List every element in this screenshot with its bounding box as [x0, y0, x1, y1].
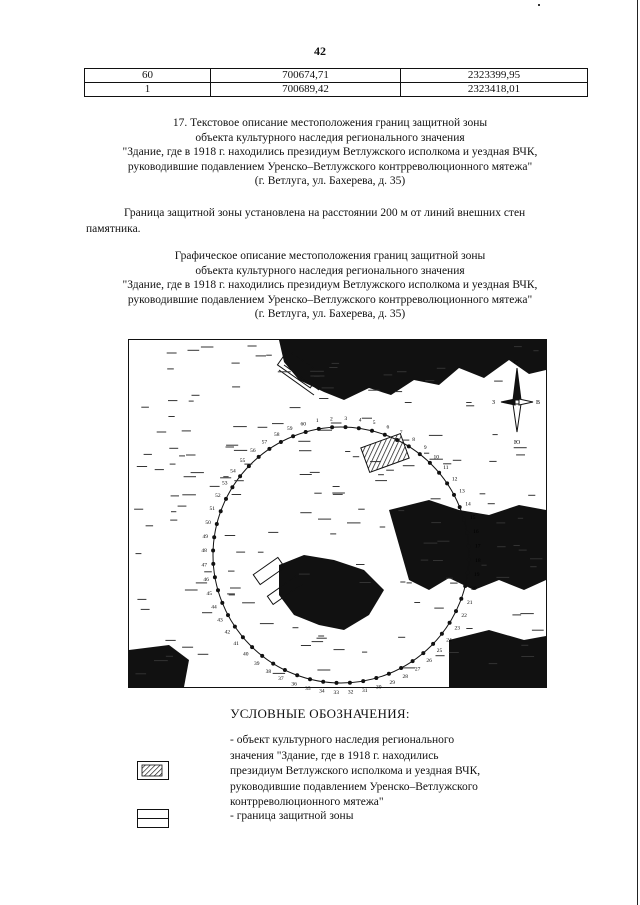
boundary-point [383, 433, 387, 437]
table-cell: 700674,71 [211, 69, 401, 83]
boundary-point [226, 613, 230, 617]
boundary-point-label: 38 [265, 669, 272, 676]
table-cell: 700689,42 [211, 83, 401, 97]
boundary-point [230, 485, 234, 489]
boundary-point-label: 48 [201, 548, 207, 555]
boundary-point [421, 651, 425, 655]
boundary-point-label: 15 [469, 515, 476, 522]
zone-paragraph-line2: памятника. [86, 223, 141, 235]
boundary-point [467, 544, 471, 548]
boundary-point [211, 549, 215, 553]
boundary-point-label: 23 [454, 625, 460, 632]
boundary-point-label: 1 [315, 418, 319, 425]
compass-label-north: С [514, 360, 519, 366]
boundary-point [387, 672, 391, 676]
table-cell: 2323399,95 [401, 69, 588, 83]
boundary-point [348, 681, 352, 685]
heading-line: (г. Ветлуга, ул. Бахерева, д. 35) [254, 175, 406, 187]
boundary-point-label: 46 [203, 576, 209, 583]
boundary-point [463, 584, 467, 588]
heading-line: объекта культурного наследия регионального значения [195, 131, 465, 144]
legend-title: УСЛОВНЫЕ ОБОЗНАЧЕНИЯ: [230, 706, 410, 721]
boundary-point-label: 17 [474, 543, 481, 550]
page-edge-line [637, 0, 638, 905]
boundary-point-label: 13 [459, 488, 465, 495]
boundary-point-label: 39 [253, 661, 260, 667]
legend-symbol-zone-boundary [137, 809, 169, 828]
boundary-point [250, 645, 254, 649]
heading-line: руководившие подавлением Уренско–Ветлужского контрреволюционного мятежа" [127, 160, 533, 173]
boundary-point-label: 32 [347, 689, 354, 696]
boundary-point-label: 19 [473, 572, 480, 579]
table-cell: 60 [85, 69, 211, 83]
table-row [85, 83, 588, 97]
boundary-point-label: 51 [209, 506, 216, 513]
boundary-point-label: 14 [465, 501, 471, 508]
boundary-point-label: 54 [230, 468, 236, 475]
boundary-point-label: 44 [211, 604, 217, 611]
boundary-point [219, 509, 223, 513]
boundary-point [458, 505, 462, 509]
boundary-point [241, 635, 245, 639]
boundary-point-label: 10 [433, 454, 439, 461]
compass-label-west: З [492, 400, 496, 406]
boundary-point-label: 25 [436, 648, 443, 655]
boundary-point [279, 440, 283, 444]
boundary-point-label: 55 [239, 457, 246, 464]
legend-item-heritage-object [230, 733, 520, 811]
boundary-point-label: 4 [358, 417, 362, 424]
boundary-point [215, 522, 219, 526]
boundary-point [361, 679, 365, 683]
dark-area-top [279, 340, 546, 400]
legend-line: контрреволюционного мятежа" [230, 796, 384, 808]
table-cell: 2323418,01 [401, 83, 588, 97]
protection-zone-map [128, 339, 547, 696]
zone-paragraph-line1: Граница защитной зоны установлена на расстоянии 200 м от линий внешних стен [124, 207, 526, 219]
boundary-point [224, 497, 228, 501]
boundary-point-label: 26 [426, 657, 432, 664]
boundary-point [304, 430, 308, 434]
boundary-point-label: 33 [333, 689, 339, 696]
boundary-point [291, 434, 295, 438]
map-canvas [129, 340, 546, 696]
boundary-point [395, 438, 399, 442]
boundary-point [454, 609, 458, 613]
compass-label-south: Ю [514, 440, 521, 446]
boundary-point [452, 493, 456, 497]
heading-line: (г. Ветлуга, ул. Бахерева, д. 35) [254, 308, 406, 320]
boundary-point [330, 425, 334, 429]
boundary-point-label: 2 [330, 416, 333, 423]
boundary-point-label: 34 [319, 688, 325, 695]
graphic-description-heading [60, 249, 600, 322]
boundary-point-label: 40 [243, 651, 249, 658]
boundary-point [257, 455, 261, 459]
boundary-point-label: 41 [233, 641, 239, 648]
boundary-point-label: 29 [389, 680, 396, 686]
boundary-point [271, 662, 275, 666]
boundary-point [431, 642, 435, 646]
boundary-point [370, 429, 374, 433]
boundary-point [344, 425, 348, 429]
hatch-swatch [138, 762, 168, 779]
boundary-point-label: 11 [443, 464, 449, 471]
boundary-point-label: 52 [215, 492, 221, 499]
boundary-point [374, 676, 378, 680]
boundary-point [247, 464, 251, 468]
boundary-point [212, 535, 216, 539]
legend-symbol-heritage-object [137, 761, 169, 780]
boundary-point [220, 601, 224, 605]
boundary-point-label: 12 [451, 476, 458, 483]
boundary-point [216, 588, 220, 592]
page-number: 42 [314, 44, 326, 58]
legend-line: - объект культурного наследия регионального [230, 734, 455, 746]
dark-area-bottom-right [449, 630, 546, 687]
boundary-point-label: 6 [386, 424, 390, 431]
heading-line: 17. Текстовое описание местоположения границ защитной зоны [172, 117, 488, 129]
table-row [85, 69, 588, 83]
text-description-heading [60, 116, 600, 189]
boundary-point-label: 53 [222, 480, 228, 487]
compass-rose [501, 368, 533, 432]
boundary-point [308, 677, 312, 681]
boundary-point-label: 58 [273, 432, 280, 438]
boundary-point-label: 60 [300, 421, 306, 428]
boundary-point-label: 45 [206, 590, 213, 597]
boundary-point [357, 426, 361, 430]
boundary-line-swatch [138, 818, 168, 819]
legend-item-zone-boundary: - граница защитной зоны [230, 810, 354, 822]
boundary-point [317, 427, 321, 431]
compass-arrow-north [513, 368, 521, 400]
heading-line: объекта культурного наследия регионального значения [195, 264, 465, 277]
boundary-point [407, 444, 411, 448]
boundary-point-label: 8 [412, 436, 415, 443]
heritage-object [361, 434, 409, 473]
page-speck [538, 4, 540, 6]
boundary-point-label: 31 [362, 687, 368, 694]
boundary-point-label: 59 [286, 426, 293, 432]
boundary-point [260, 654, 264, 658]
boundary-point-label: 3 [344, 416, 348, 423]
boundary-point-label: 56 [250, 448, 256, 455]
compass-label-east: В [536, 400, 541, 406]
boundary-point [233, 625, 237, 629]
boundary-point [437, 471, 441, 475]
dark-area-center [279, 555, 384, 630]
boundary-point [467, 558, 471, 562]
boundary-point-label: 20 [471, 586, 477, 593]
boundary-point-label: 22 [461, 613, 467, 620]
boundary-point-label: 7 [399, 429, 403, 436]
boundary-point-label: 27 [414, 666, 421, 673]
boundary-point [321, 680, 325, 684]
table-cell: 1 [85, 83, 211, 97]
boundary-point [465, 531, 469, 535]
boundary-point [411, 659, 415, 663]
legend-line: значения "Здание, где в 1918 г. находились [230, 749, 439, 762]
boundary-point-label: 42 [224, 629, 231, 636]
boundary-point [428, 461, 432, 465]
boundary-point-label: 30 [376, 684, 382, 691]
boundary-point-label: 47 [201, 562, 208, 569]
heading-line: Графическое описание местоположения границ защитной зоны [174, 250, 486, 262]
boundary-point [448, 621, 452, 625]
boundary-point [418, 452, 422, 456]
compass-arrow-west [501, 399, 515, 405]
boundary-point-label: 37 [278, 676, 284, 683]
boundary-point-label: 36 [291, 681, 297, 688]
boundary-point-label: 50 [205, 519, 211, 526]
boundary-point-label: 5 [372, 420, 376, 427]
compass-arrow-south [513, 404, 521, 432]
heading-line: "Здание, где в 1918 г. находились президиум Ветлужского исполкома и уездная ВЧК, [122, 279, 538, 291]
boundary-point [399, 666, 403, 670]
boundary-point-label: 49 [202, 533, 209, 540]
boundary-point-label: 18 [475, 557, 481, 564]
boundary-point [267, 447, 271, 451]
boundary-point [211, 562, 215, 566]
boundary-point-label: 28 [402, 674, 409, 680]
boundary-point [283, 668, 287, 672]
boundary-point-label: 16 [473, 529, 479, 536]
boundary-point [440, 632, 444, 636]
boundary-point [295, 673, 299, 677]
boundary-point [459, 597, 463, 601]
boundary-point [238, 474, 242, 478]
compass-arrow-east [519, 399, 533, 405]
legend-line: президиум Ветлужского исполкома и уездная ВЧК, [230, 765, 481, 777]
dark-area-left-small [129, 645, 189, 687]
boundary-point [213, 575, 217, 579]
boundary-point-label: 57 [261, 439, 268, 446]
legend-line: руководившие подавлением Уренско–Ветлужского [230, 780, 478, 793]
heading-line: "Здание, где в 1918 г. находились президиум Ветлужского исполкома и уездная ВЧК, [122, 146, 538, 158]
boundary-point-label: 24 [446, 637, 452, 644]
boundary-point-label: 43 [217, 617, 223, 624]
boundary-point-label: 21 [466, 599, 473, 606]
boundary-point [466, 571, 470, 575]
boundary-point [462, 518, 466, 522]
boundary-point [335, 681, 339, 685]
boundary-point-label: 35 [305, 685, 311, 692]
boundary-point-label: 9 [423, 445, 427, 451]
coordinates-table [84, 68, 588, 97]
boundary-point [445, 481, 449, 485]
heading-line: руководившие подавлением Уренско–Ветлужского контрреволюционного мятежа" [127, 293, 533, 306]
